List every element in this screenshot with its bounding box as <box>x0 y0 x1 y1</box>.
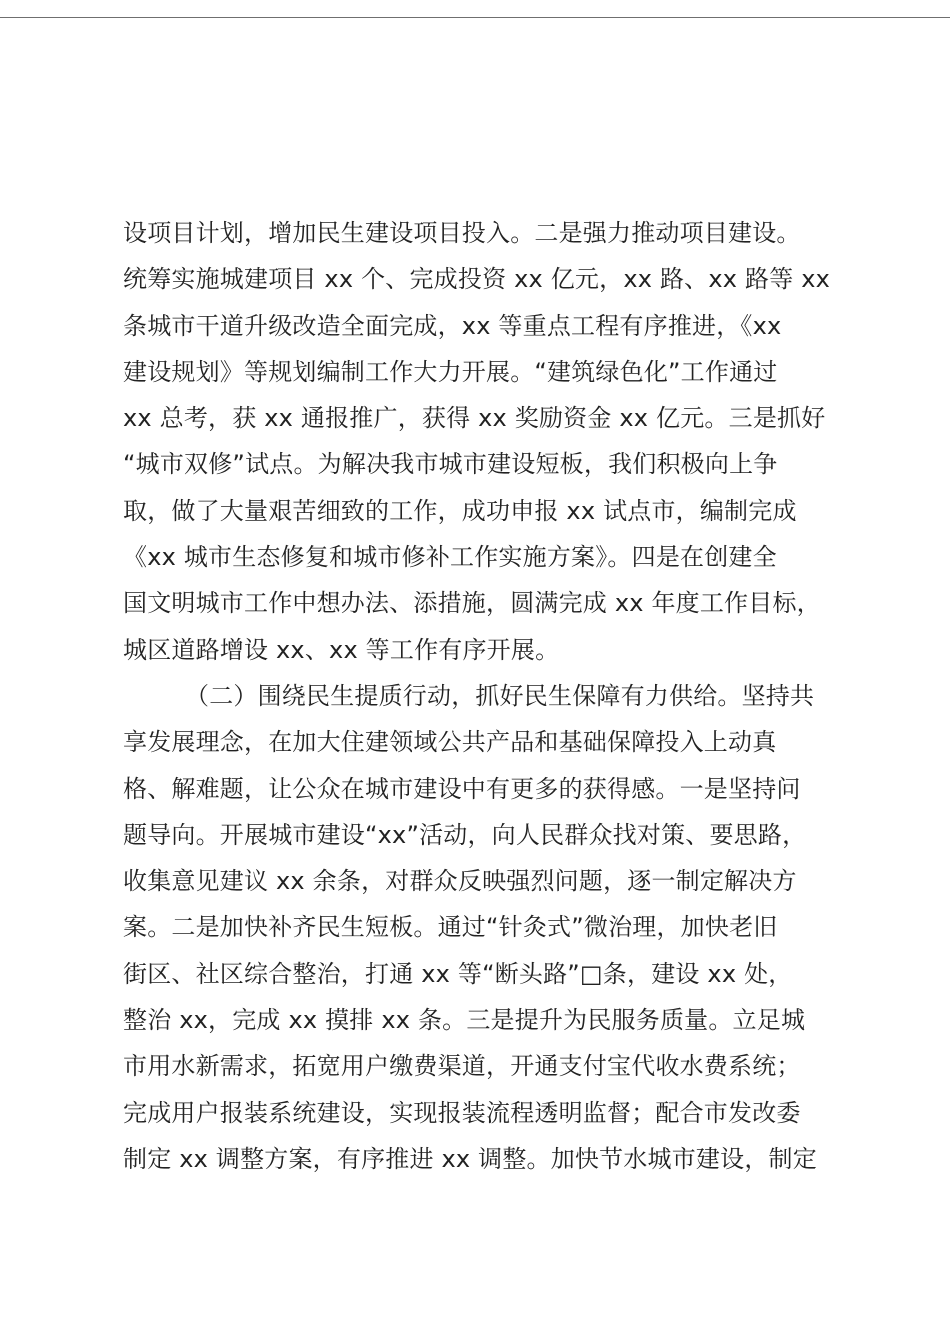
text-line: 街区、社区综合整治，打通 xx 等“断头路”□条，建设 xx 处， <box>123 959 793 988</box>
text-line: 完成用户报装系统建设，实现报装流程透明监督；配合市发改委 <box>123 1098 801 1127</box>
text-line: xx 总考，获 xx 通报推广，获得 xx 奖励资金 xx 亿元。三是抓好 <box>123 404 826 433</box>
text-line: 整治 xx，完成 xx 摸排 xx 条。三是提升为民服务质量。立足城 <box>123 1006 806 1035</box>
text-line: 市用水新需求，拓宽用户缴费渠道，开通支付宝代收水费系统； <box>123 1052 801 1081</box>
text-line: “城市双修”试点。为解决我市城市建设短板，我们积极向上争 <box>123 450 778 479</box>
text-line: 城区道路增设 xx、xx 等工作有序开展。 <box>123 635 560 664</box>
text-line: 格、解难题，让公众在城市建设中有更多的获得感。一是坚持问 <box>123 774 801 803</box>
text-line: 条城市干道升级改造全面完成，xx 等重点工程有序推进，《xx <box>123 311 782 340</box>
text-line: 制定 xx 调整方案，有序推进 xx 调整。加快节水城市建设，制定 <box>123 1144 817 1173</box>
text-line: 取，做了大量艰苦细致的工作，成功申报 xx 试点市，编制完成 <box>123 496 797 525</box>
text-line: 《xx 城市生态修复和城市修补工作实施方案》。四是在创建全 <box>123 543 777 572</box>
section-heading-line: （二）围绕民生提质行动，抓好民生保障有力供给。坚持共 <box>185 681 815 710</box>
document-body <box>123 210 863 1182</box>
text-line: 设项目计划，增加民生建设项目投入。二是强力推动项目建设。 <box>123 219 801 247</box>
text-line: 案。二是加快补齐民生短板。通过“针灸式”微治理，加快老旧 <box>123 913 778 942</box>
text-line: 收集意见建议 xx 余条，对群众反映强烈问题，逐一制定解决方 <box>123 867 797 896</box>
text-line: 题导向。开展城市建设“xx”活动，向人民群众找对策、要思路， <box>123 820 807 849</box>
text-line: 建设规划》等规划编制工作大力开展。“建筑绿色化”工作通过 <box>123 357 778 386</box>
text-line: 统筹实施城建项目 xx 个、完成投资 xx 亿元，xx 路、xx 路等 xx <box>123 265 831 294</box>
text-line: 国文明城市工作中想办法、添措施，圆满完成 xx 年度工作目标， <box>123 589 821 618</box>
text-line: 享发展理念，在加大住建领域公共产品和基础保障投入上动真 <box>123 728 777 757</box>
header-rule <box>0 17 950 18</box>
